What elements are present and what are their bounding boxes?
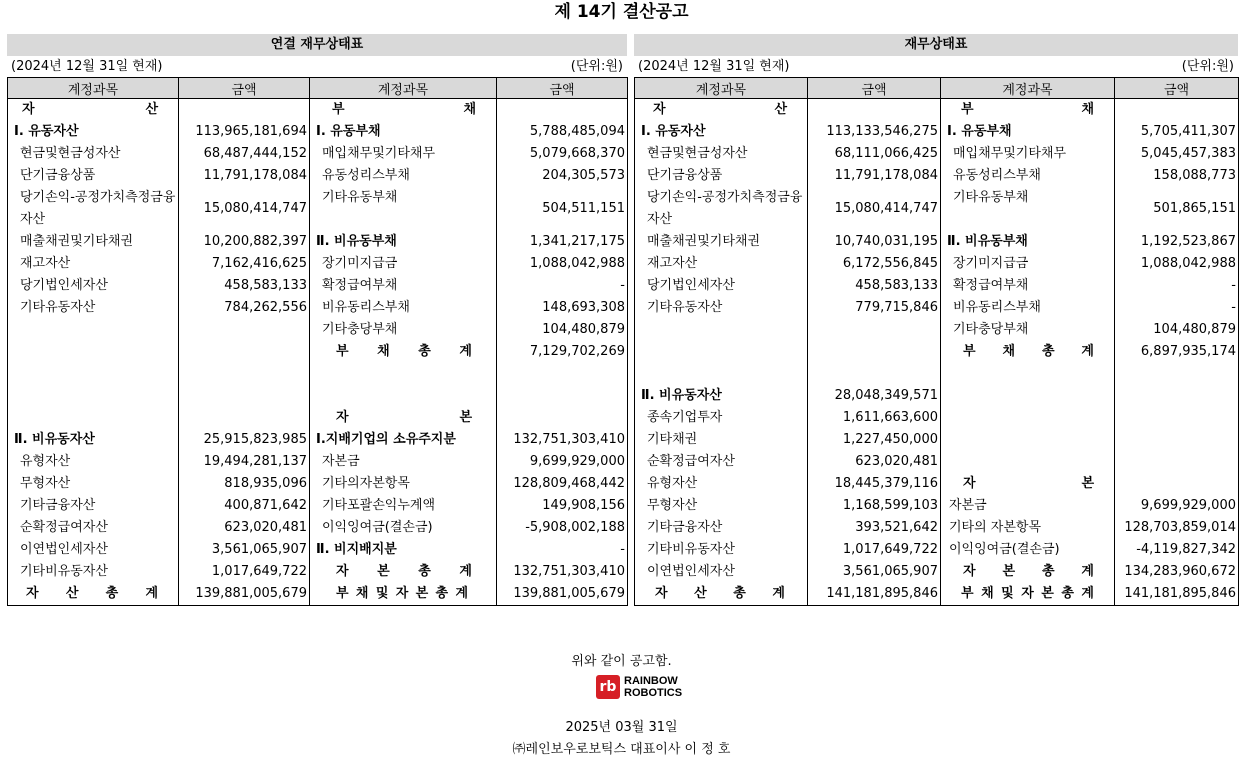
panel-meta xyxy=(634,56,1238,77)
table-row: 재고자산 6,172,556,845 장기미지급금 1,088,042,988 xyxy=(635,253,1239,275)
report-date: (2024년 12월 31일 현재) xyxy=(11,59,163,74)
separate-balance-sheet xyxy=(634,34,1238,606)
total-assets-label: 자 산 총 계 xyxy=(635,583,808,606)
assets-heading: 자 산 xyxy=(8,99,179,122)
table-row: 당기법인세자산 458,583,133 확정급여부채 - xyxy=(8,275,628,297)
table-row: Ⅱ. 비유동자산 25,915,823,985 Ⅰ.지배기업의 소유주지분 132,751,303,410 xyxy=(8,429,628,451)
table-row: 종속기업투자 1,611,663,600 xyxy=(635,407,1239,429)
total-liabilities-label: 부 채 총 계 xyxy=(310,341,497,363)
table-row: 기타충당부채 104,480,879 xyxy=(8,319,628,341)
logo-line-1: RAINBOW xyxy=(624,675,678,687)
table-row xyxy=(635,363,1239,385)
panel-heading: 재무상태표 xyxy=(634,34,1238,56)
table-header-row xyxy=(8,78,628,99)
table-row: 기타비유동자산 1,017,649,722 이익잉여금(결손금) -4,119,827,342 xyxy=(635,539,1239,561)
table-row xyxy=(8,385,628,407)
table-row: 기타금융자산 400,871,642 기타포괄손익누계액 149,908,156 xyxy=(8,495,628,517)
table-row: 부 채 총 계 6,897,935,174 xyxy=(635,341,1239,363)
table-row: 유형자산 18,445,379,116 자 본 xyxy=(635,473,1239,495)
table-row: 이연법인세자산 3,561,065,907 자 본 총 계 134,283,960,672 xyxy=(635,561,1239,583)
header-amount: 금액 xyxy=(808,78,941,99)
header-amount: 금액 xyxy=(1115,78,1239,99)
table-row: 당기손익-공정가치측정금융자산 15,080,414,747 기타유동부채 504,511,151 xyxy=(8,187,628,231)
table-row: 자 산 총 계 139,881,005,679 부 채 및 자 본 총 계 139,881,005,679 xyxy=(8,583,628,606)
rb-logo-icon: rb xyxy=(596,675,620,699)
header-account: 계정과목 xyxy=(635,78,808,99)
announcement-date: 2025년 03월 31일 xyxy=(565,720,678,735)
total-assets-label: 자 산 총 계 xyxy=(8,583,179,606)
table-row xyxy=(8,363,628,385)
table-row: Ⅱ. 비유동자산 28,048,349,571 xyxy=(635,385,1239,407)
liabilities-heading: 부 채 xyxy=(941,99,1115,122)
unit-label: (단위:원) xyxy=(1181,59,1234,74)
header-account: 계정과목 xyxy=(941,78,1115,99)
report-date: (2024년 12월 31일 현재) xyxy=(638,59,790,74)
balance-table xyxy=(634,77,1239,606)
header-account: 계정과목 xyxy=(310,78,497,99)
table-row: 재고자산 7,162,416,625 장기미지급금 1,088,042,988 xyxy=(8,253,628,275)
table-row: 이연법인세자산 3,561,065,907 Ⅱ. 비지배지분 - xyxy=(8,539,628,561)
table-row: 무형자산 818,935,096 기타의자본항목 128,809,468,442 xyxy=(8,473,628,495)
table-row: 매출채권및기타채권 10,740,031,195 Ⅱ. 비유동부채 1,192,523,867 xyxy=(635,231,1239,253)
table-row: 기타유동자산 779,715,846 비유동리스부채 - xyxy=(635,297,1239,319)
table-row: 현금및현금성자산 68,111,066,425 매입채무및기타채무 5,045,457,383 xyxy=(635,143,1239,165)
header-account: 계정과목 xyxy=(8,78,179,99)
liabilities-heading: 부 채 xyxy=(310,99,497,122)
header-amount: 금액 xyxy=(179,78,310,99)
total-liabilities-label: 부 채 총 계 xyxy=(941,341,1115,363)
table-row: 순확정급여자산 623,020,481 xyxy=(635,451,1239,473)
table-row: 단기금융상품 11,791,178,084 유동성리스부채 204,305,573 xyxy=(8,165,628,187)
assets-heading: 자 산 xyxy=(635,99,808,122)
table-row: 기타채권 1,227,450,000 xyxy=(635,429,1239,451)
total-equity-label: 자 본 총 계 xyxy=(310,561,497,583)
equity-heading: 자 본 xyxy=(310,407,497,429)
header-amount: 금액 xyxy=(497,78,628,99)
table-row: 무형자산 1,168,599,103 자본금 9,699,929,000 xyxy=(635,495,1239,517)
table-row: 순확정급여자산 623,020,481 이익잉여금(결손금) -5,908,002,188 xyxy=(8,517,628,539)
table-row: 매출채권및기타채권 10,200,882,397 Ⅱ. 비유동부채 1,341,217,175 xyxy=(8,231,628,253)
signature: ㈜레인보우로보틱스 대표이사 이 정 호 xyxy=(512,742,731,757)
page-title: 제 14기 결산공고 xyxy=(554,2,689,22)
balance-table xyxy=(7,77,628,606)
total-liab-equity-label: 부 채 및 자 본 총 계 xyxy=(941,583,1115,606)
equity-heading: 자 본 xyxy=(941,473,1115,495)
table-row: Ⅰ. 유동자산 113,133,546,275 Ⅰ. 유동부채 5,705,411,307 xyxy=(635,121,1239,143)
logo-line-2: ROBOTICS xyxy=(624,687,683,699)
table-row: Ⅰ. 유동자산 113,965,181,694 Ⅰ. 유동부채 5,788,485,094 xyxy=(8,121,628,143)
table-row: 단기금융상품 11,791,178,084 유동성리스부채 158,088,773 xyxy=(635,165,1239,187)
total-liab-equity-label: 부 채 및 자 본 총 계 xyxy=(310,583,497,606)
panel-meta xyxy=(7,56,627,77)
table-row: 당기손익-공정가치측정금융자산 15,080,414,747 기타유동부채 501,865,151 xyxy=(635,187,1239,231)
table-row xyxy=(8,99,628,122)
table-row: 기타유동자산 784,262,556 비유동리스부채 148,693,308 xyxy=(8,297,628,319)
table-row: 부 채 총 계 7,129,702,269 xyxy=(8,341,628,363)
table-row: 기타비유동자산 1,017,649,722 자 본 총 계 132,751,303,410 xyxy=(8,561,628,583)
table-row: 기타충당부채 104,480,879 xyxy=(635,319,1239,341)
consolidated-balance-sheet xyxy=(7,34,627,606)
total-equity-label: 자 본 총 계 xyxy=(941,561,1115,583)
table-row xyxy=(8,407,628,429)
table-row: 자 산 총 계 141,181,895,846 부 채 및 자 본 총 계 141,181,895,846 xyxy=(635,583,1239,606)
table-row: 유형자산 19,494,281,137 자본금 9,699,929,000 xyxy=(8,451,628,473)
table-row xyxy=(635,99,1239,122)
notice-text: 위와 같이 공고함. xyxy=(571,654,672,669)
company-logo xyxy=(596,675,682,699)
panel-heading: 연결 재무상태표 xyxy=(7,34,627,56)
table-row: 기타금융자산 393,521,642 기타의 자본항목 128,703,859,014 xyxy=(635,517,1239,539)
unit-label: (단위:원) xyxy=(570,59,623,74)
table-row: 당기법인세자산 458,583,133 확정급여부채 - xyxy=(635,275,1239,297)
table-row: 현금및현금성자산 68,487,444,152 매입채무및기타채무 5,079,668,370 xyxy=(8,143,628,165)
table-header-row xyxy=(635,78,1239,99)
